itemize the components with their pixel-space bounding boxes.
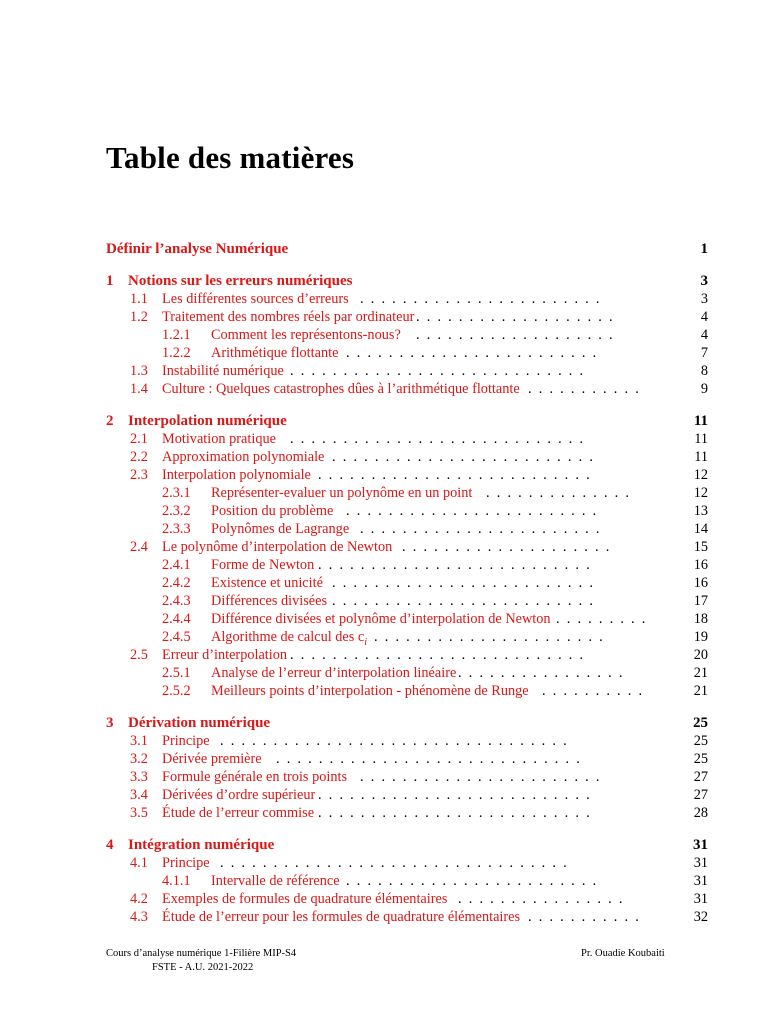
toc-entry-page-number[interactable]: 31 <box>693 855 708 871</box>
toc-entry-number[interactable]: 1.4 <box>130 381 148 397</box>
toc-entry-page-number[interactable]: 21 <box>693 683 708 699</box>
toc-entry-number[interactable]: 2.4.3 <box>162 593 191 609</box>
toc-chapter-row[interactable] <box>0 412 768 430</box>
toc-entry-label[interactable] <box>211 682 529 700</box>
toc-dot-leader: . . . . . . . . . . . . . . . . . . . . . . . . . <box>332 449 601 465</box>
toc-entry-number[interactable]: 2.1 <box>130 431 148 447</box>
toc-section-row[interactable] <box>0 448 768 466</box>
toc-dot-leader: . . . . . . . . . . . . . . . . . . . . . . . . . . . . . . . . . <box>220 733 574 749</box>
toc-entry-number[interactable]: 2.4.5 <box>162 629 191 645</box>
toc-entry-label[interactable] <box>211 520 349 538</box>
toc-entry-label-text[interactable]: Existence et unicité <box>211 575 323 591</box>
toc-entry-number[interactable]: 3.5 <box>130 805 148 821</box>
toc-dot-leader: . . . . . . . . . . . . . . . . . . . . . . . . . . <box>318 787 597 803</box>
toc-entry-label[interactable] <box>162 890 447 908</box>
toc-entry-label-text[interactable]: Interpolation numérique <box>128 413 287 429</box>
toc-dot-leader: . . . . . . . . . . . . . . . . . . . . . . . . . <box>332 575 601 591</box>
toc-entry-page-number[interactable]: 15 <box>693 539 708 555</box>
toc-subsection-row[interactable] <box>0 610 768 628</box>
toc-entry-page-number[interactable]: 16 <box>693 557 708 573</box>
toc-subsection-row[interactable] <box>0 326 768 344</box>
toc-entry-number[interactable]: 2.5.2 <box>162 683 191 699</box>
toc-entry-page-number[interactable]: 19 <box>693 629 708 645</box>
toc-entry-label[interactable] <box>211 502 333 520</box>
toc-entry-number[interactable]: 1.1 <box>130 291 148 307</box>
toc-subsection-row[interactable] <box>0 344 768 362</box>
toc-entry-label-text[interactable]: Dérivation numérique <box>128 715 271 731</box>
toc-entry-number[interactable]: 1.3 <box>130 363 148 379</box>
toc-section-row[interactable] <box>0 890 768 908</box>
toc-entry-label-text[interactable]: Analyse de l’erreur d’interpolation linéaire <box>211 665 457 681</box>
toc-entry-number[interactable]: 4.1.1 <box>162 873 191 889</box>
toc-entry-number[interactable]: 2.4.1 <box>162 557 191 573</box>
toc-entry-label-text[interactable]: Définir l’analyse Numérique <box>106 241 289 257</box>
toc-entry-number[interactable]: 2.4 <box>130 539 148 555</box>
toc-subsection-row[interactable] <box>0 502 768 520</box>
toc-entry-label-text[interactable]: Traitement des nombres réels par ordinateur <box>162 309 415 325</box>
toc-entry-label-text[interactable]: Principe <box>162 733 210 749</box>
toc-subsection-row[interactable] <box>0 556 768 574</box>
footer-course: Cours d’analyse numérique 1-Filière MIP-S4 <box>106 948 297 959</box>
toc-chapter-row[interactable] <box>0 272 768 290</box>
footer-author: Pr. Ouadie Koubaiti <box>581 948 665 959</box>
toc-section-row[interactable] <box>0 362 768 380</box>
toc-section-row[interactable] <box>0 750 768 768</box>
toc-entry-page-number[interactable]: 1 <box>700 241 708 257</box>
toc-entry-label-text[interactable]: Principe <box>162 855 210 871</box>
toc-entry-label-text[interactable]: Comment les représentons-nous? <box>211 327 401 343</box>
toc-entry-page-number[interactable]: 27 <box>693 769 708 785</box>
toc-entry-number[interactable]: 3.2 <box>130 751 148 767</box>
toc-entry-page-number[interactable]: 25 <box>693 715 708 731</box>
toc-entry-label[interactable] <box>162 786 315 804</box>
toc-entry-number[interactable]: 1.2.2 <box>162 345 191 361</box>
toc-entry-number[interactable]: 2.4.2 <box>162 575 191 591</box>
toc-entry-subscript: i <box>364 636 368 648</box>
toc-entry-label[interactable] <box>162 804 314 822</box>
footer-school: FSTE - A.U. 2021-2022 <box>152 962 254 973</box>
toc-entry-label[interactable] <box>128 714 270 732</box>
toc-entry-page-number[interactable]: 27 <box>693 787 708 803</box>
toc-entry-page-number[interactable]: 18 <box>693 611 708 627</box>
toc-entry-label-text[interactable]: Étude de l’erreur commise <box>162 805 315 821</box>
toc-entry-page-number[interactable]: 16 <box>693 575 708 591</box>
toc-entry-label-text[interactable]: Interpolation polynomiale <box>162 467 311 483</box>
toc-chapter-row[interactable] <box>0 714 768 732</box>
toc-entry-label[interactable] <box>162 538 392 556</box>
toc-entry-page-number[interactable]: 21 <box>693 665 708 681</box>
toc-entry-label-text[interactable]: Le polynôme d’interpolation de Newton <box>162 539 393 555</box>
toc-entry-label[interactable] <box>211 610 551 628</box>
toc-entry-label[interactable] <box>162 308 414 326</box>
toc-dot-leader: . . . . . . . . . . . . . . . . . . . . <box>402 539 617 555</box>
toc-dot-leader: . . . . . . . . . . . . . . . . . . . . . . . . <box>346 345 604 361</box>
toc-section-row[interactable] <box>0 786 768 804</box>
toc-entry-page-number[interactable]: 25 <box>693 751 708 767</box>
toc-entry-label[interactable] <box>211 592 327 610</box>
toc-dot-leader: . . . . . . . . . . . . . . . . . . . . . . . <box>360 769 607 785</box>
toc-entry-page-number[interactable]: 12 <box>693 485 708 501</box>
toc-section-row[interactable] <box>0 854 768 872</box>
toc-entry-number[interactable]: 2 <box>106 413 114 429</box>
toc-section-row[interactable] <box>0 538 768 556</box>
toc-entry-number[interactable]: 4.3 <box>130 909 148 925</box>
toc-subsection-row[interactable] <box>0 520 768 538</box>
toc-section-row[interactable] <box>0 768 768 786</box>
toc-entry-label-text[interactable]: Meilleurs points d’interpolation - phénomène de Runge <box>211 683 529 699</box>
toc-entry-label-text[interactable]: Intégration numérique <box>128 837 275 853</box>
toc-entry-page-number[interactable]: 7 <box>700 345 708 361</box>
toc-entry-label[interactable] <box>211 556 314 574</box>
toc-entry-page-number[interactable]: 4 <box>700 309 708 325</box>
toc-subsection-row[interactable] <box>0 484 768 502</box>
toc-entry-page-number[interactable]: 31 <box>693 873 708 889</box>
toc-entry-label[interactable] <box>162 380 520 398</box>
toc-entry-label[interactable] <box>211 484 472 502</box>
toc-section-row[interactable] <box>0 646 768 664</box>
toc-entry-number[interactable]: 4 <box>106 837 114 853</box>
toc-entry-label[interactable] <box>162 908 520 926</box>
toc-dot-leader: . . . . . . . . . . . . . . . . <box>458 891 630 907</box>
toc-dot-leader: . . . . . . . . . . . . . . . . . . . . . . <box>374 629 610 645</box>
toc-entry-page-number[interactable]: 11 <box>693 413 708 429</box>
toc-entry-number[interactable]: 2.4.4 <box>162 611 191 627</box>
toc-entry-label[interactable] <box>162 466 311 484</box>
toc-dot-leader: . . . . . . . . . . . . . . . . . . . . . . . . . . . . . <box>276 751 587 767</box>
toc-dot-leader: . . . . . . . . . . . . . . . . . . . . . . . . . . . . <box>290 431 591 447</box>
toc-entry-label-text[interactable]: Algorithme de calcul des c <box>211 629 365 645</box>
toc-entry-label-text[interactable]: Approximation polynomiale <box>162 449 325 465</box>
toc-entry-label-text[interactable]: Arithmétique flottante <box>211 345 339 361</box>
toc-entry-label-text[interactable]: Représenter-evaluer un polynôme en un point <box>211 485 473 501</box>
toc-entry-label-text[interactable]: Dérivée première <box>162 751 262 767</box>
toc-entry-label-text[interactable]: Étude de l’erreur pour les formules de quadrature élémentaires <box>162 909 521 925</box>
toc-section-row[interactable] <box>0 380 768 398</box>
toc-entry-number[interactable]: 1.2 <box>130 309 148 325</box>
toc-entry-label-text[interactable]: Forme de Newton <box>211 557 315 573</box>
toc-dot-leader: . . . . . . . . . . . . . . . . . . . . . . . <box>360 291 607 307</box>
toc-entry-page-number[interactable]: 20 <box>693 647 708 663</box>
toc-entry-number[interactable]: 4.2 <box>130 891 148 907</box>
toc-entry-label[interactable] <box>211 872 340 890</box>
toc-entry-label[interactable] <box>128 272 352 290</box>
toc-section-row[interactable] <box>0 804 768 822</box>
toc-entry-label[interactable] <box>162 750 262 768</box>
toc-dot-leader: . . . . . . . . . . . . . . . . <box>458 665 630 681</box>
toc-section-row[interactable] <box>0 732 768 750</box>
toc-dot-leader: . . . . . . . . . . . . . . . . . . . <box>416 327 620 343</box>
toc-entry-page-number[interactable]: 11 <box>694 431 708 447</box>
toc-dot-leader: . . . . . . . . . . . . . . . . . . . . . . . . <box>346 503 604 519</box>
toc-entry-label[interactable] <box>106 240 288 258</box>
toc-entry-number[interactable]: 3.4 <box>130 787 148 803</box>
toc-dot-leader: . . . . . . . . . . . . . . . . . . . . . . . . . . . . . . . . . <box>220 855 574 871</box>
toc-entry-number[interactable]: 3.1 <box>130 733 148 749</box>
toc-entry-page-number[interactable]: 3 <box>700 273 708 289</box>
toc-entry-page-number[interactable]: 3 <box>700 291 708 307</box>
toc-dot-leader: . . . . . . . . . . . <box>528 381 646 397</box>
toc-entry-page-number[interactable]: 4 <box>700 327 708 343</box>
toc-entry-label-text[interactable]: Les différentes sources d’erreurs <box>162 291 349 307</box>
toc-entry-number[interactable]: 2.3.3 <box>162 521 191 537</box>
toc-entry-label-text[interactable]: Exemples de formules de quadrature élémentaires <box>162 891 448 907</box>
toc-entry-label[interactable] <box>211 326 401 344</box>
toc-entry-label[interactable] <box>211 344 338 362</box>
toc-dot-leader: . . . . . . . . . . . . . . . . . . . . . . . . . . . . <box>290 363 591 379</box>
toc-entry-number[interactable]: 3.3 <box>130 769 148 785</box>
toc-entry-page-number[interactable]: 28 <box>693 805 708 821</box>
toc-dot-leader: . . . . . . . . . . . . . . . . . . . . . . . . . . . . <box>290 647 591 663</box>
toc-entry-label-text[interactable]: Différence divisées et polynôme d’interpolation de Newton <box>211 611 551 627</box>
toc-entry-page-number[interactable]: 11 <box>694 449 708 465</box>
toc-entry-page-number[interactable]: 9 <box>700 381 708 397</box>
toc-entry-label[interactable] <box>162 732 210 750</box>
toc-entry-page-number[interactable]: 31 <box>693 837 708 853</box>
toc-entry-page-number[interactable]: 8 <box>700 363 708 379</box>
toc-subsection-row[interactable] <box>0 574 768 592</box>
toc-entry-number[interactable]: 2.3.2 <box>162 503 191 519</box>
toc-entry-label-text[interactable]: Différences divisées <box>211 593 328 609</box>
toc-entry-label[interactable] <box>162 430 276 448</box>
toc-dot-leader: . . . . . . . . . . . . . . . . . . . . . . . . . <box>332 593 601 609</box>
toc-subsection-row[interactable] <box>0 628 768 646</box>
toc-entry-label[interactable] <box>128 836 274 854</box>
toc-entry-number[interactable]: 2.2 <box>130 449 148 465</box>
toc-entry-label-text[interactable]: Erreur d’interpolation <box>162 647 288 663</box>
toc-dot-leader: . . . . . . . . . . . . . . . . . . . <box>416 309 620 325</box>
toc-chapter-row[interactable] <box>0 240 768 258</box>
toc-entry-label[interactable] <box>162 290 349 308</box>
toc-section-row[interactable] <box>0 308 768 326</box>
toc-entry-label-text[interactable]: Dérivées d’ordre supérieur <box>162 787 316 803</box>
toc-entry-number[interactable]: 2.3.1 <box>162 485 191 501</box>
toc-section-row[interactable] <box>0 430 768 448</box>
toc-entry-page-number[interactable]: 31 <box>693 891 708 907</box>
toc-entry-number[interactable]: 2.5 <box>130 647 148 663</box>
toc-chapter-row[interactable] <box>0 836 768 854</box>
toc-entry-number[interactable]: 3 <box>106 715 114 731</box>
toc-entry-label[interactable] <box>211 664 456 682</box>
toc-dot-leader: . . . . . . . . . . . <box>528 909 646 925</box>
toc-entry-label[interactable] <box>211 574 323 592</box>
toc-entry-page-number[interactable]: 25 <box>693 733 708 749</box>
toc-subsection-row[interactable] <box>0 592 768 610</box>
toc-dot-leader: . . . . . . . . . . . . . . <box>486 485 637 501</box>
toc-subsection-row[interactable] <box>0 682 768 700</box>
toc-entry-page-number[interactable]: 13 <box>693 503 708 519</box>
toc-entry-number[interactable]: 4.1 <box>130 855 148 871</box>
toc-entry-label[interactable] <box>162 448 324 466</box>
toc-section-row[interactable] <box>0 290 768 308</box>
toc-dot-leader: . . . . . . . . . . . . . . . . . . . . . . . . . . <box>318 557 597 573</box>
toc-entry-number[interactable]: 1.2.1 <box>162 327 191 343</box>
toc-dot-leader: . . . . . . . . . . . . . . . . . . . . . . . <box>360 521 607 537</box>
toc-section-row[interactable] <box>0 466 768 484</box>
toc-entry-label-text[interactable]: Formule générale en trois points <box>162 769 348 785</box>
toc-dot-leader: . . . . . . . . . . <box>542 683 650 699</box>
toc-entry-label-text[interactable]: Position du problème <box>211 503 334 519</box>
toc-entry-label-text[interactable]: Notions sur les erreurs numériques <box>128 273 353 289</box>
toc-dot-leader: . . . . . . . . . . . . . . . . . . . . . . . . . . <box>318 467 597 483</box>
toc-entry-page-number[interactable]: 12 <box>693 467 708 483</box>
toc-entry-label[interactable] <box>162 646 287 664</box>
toc-entry-label-text[interactable]: Culture : Quelques catastrophes dûes à l’arithmétique flottante <box>162 381 520 397</box>
page-title: Table des matières <box>106 140 355 175</box>
toc-entry-label-text[interactable]: Polynômes de Lagrange <box>211 521 350 537</box>
toc-entry-number[interactable]: 1 <box>106 273 114 289</box>
toc-dot-leader: . . . . . . . . . . . . . . . . . . . . . . . . . . <box>318 805 597 821</box>
toc-subsection-row[interactable] <box>0 872 768 890</box>
toc-entry-label[interactable] <box>162 362 284 380</box>
toc-dot-leader: . . . . . . . . . <box>556 611 653 627</box>
toc-entry-label[interactable] <box>162 768 347 786</box>
toc-entry-page-number[interactable]: 17 <box>693 593 708 609</box>
toc-subsection-row[interactable] <box>0 664 768 682</box>
toc-entry-label-text[interactable]: Motivation pratique <box>162 431 276 447</box>
toc-entry-page-number[interactable]: 32 <box>693 909 708 925</box>
toc-dot-leader: . . . . . . . . . . . . . . . . . . . . . . . . <box>346 873 604 889</box>
toc-entry-label-text[interactable]: Intervalle de référence <box>211 873 340 889</box>
toc-entry-label[interactable] <box>162 854 210 872</box>
toc-entry-label-text[interactable]: Instabilité numérique <box>162 363 284 379</box>
toc-section-row[interactable] <box>0 908 768 926</box>
toc-entry-number[interactable]: 2.3 <box>130 467 148 483</box>
toc-entry-page-number[interactable]: 14 <box>693 521 708 537</box>
toc-entry-number[interactable]: 2.5.1 <box>162 665 191 681</box>
toc-entry-label[interactable] <box>128 412 287 430</box>
